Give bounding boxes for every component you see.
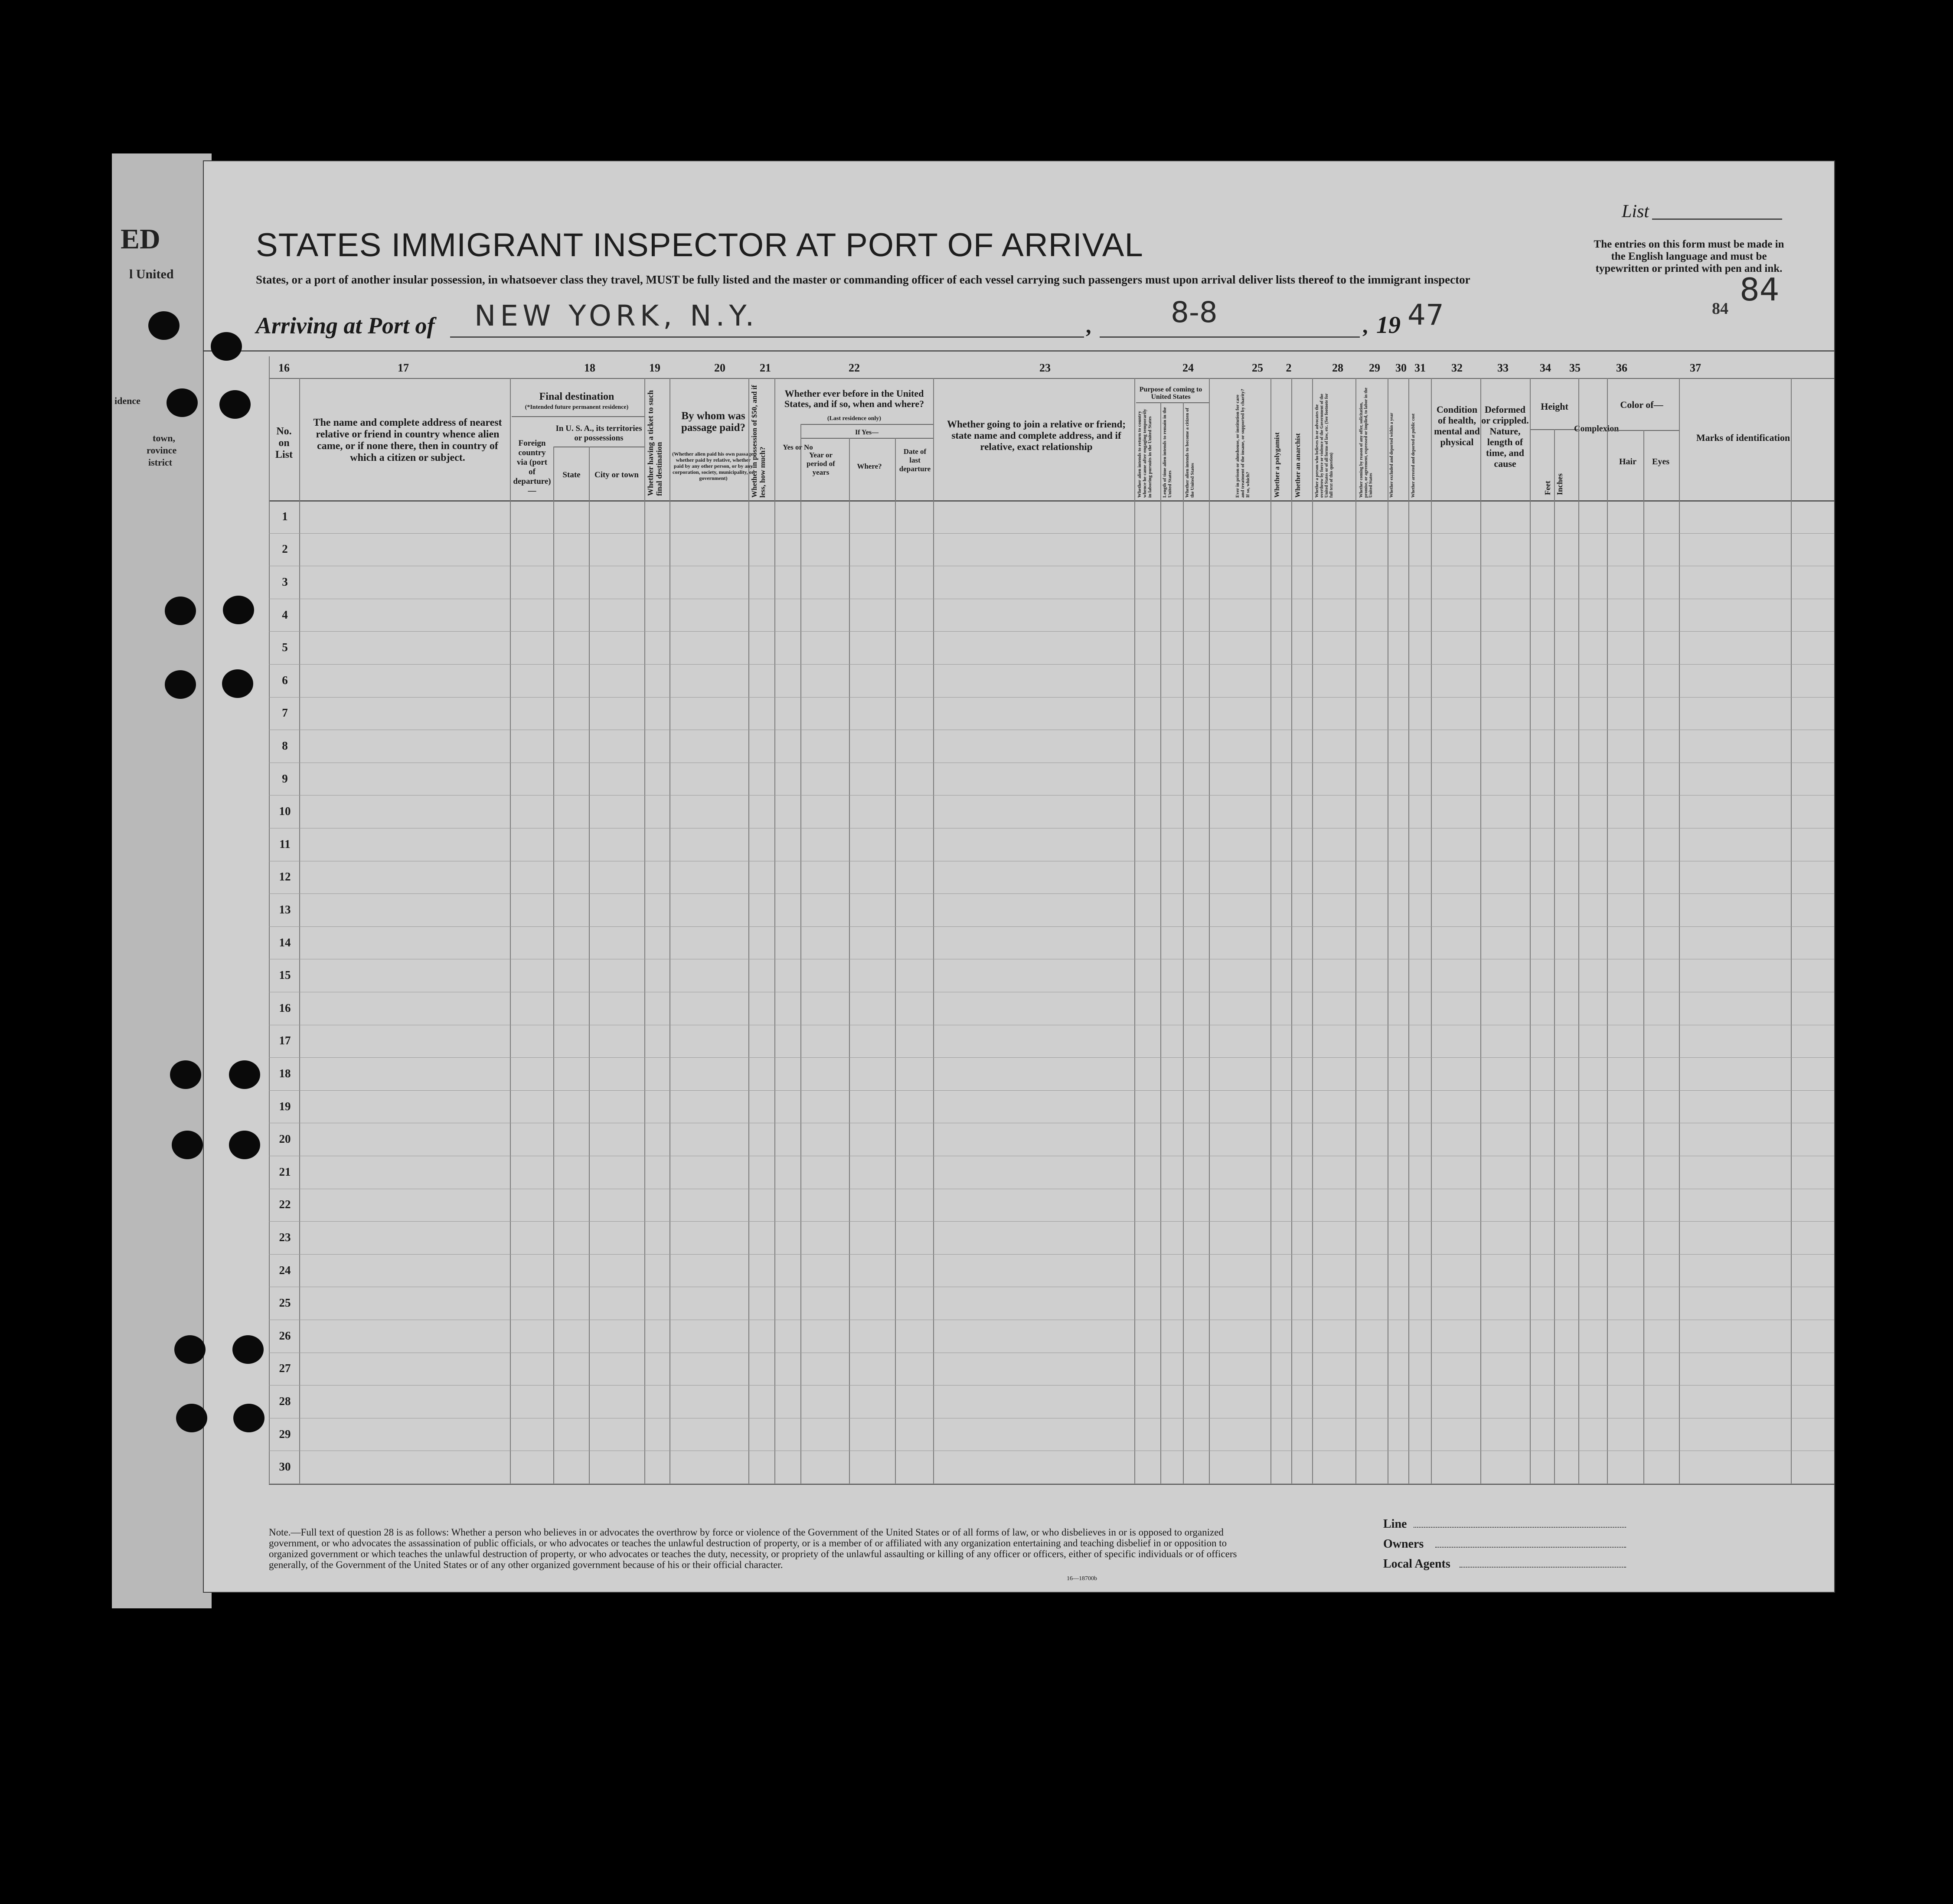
grid-line	[269, 356, 270, 1483]
row-number: 9	[282, 772, 288, 785]
grid-line	[1679, 378, 1680, 1483]
form-code: 16—18700b	[1067, 1575, 1097, 1582]
row-number: 23	[279, 1231, 291, 1244]
row-rule	[269, 1090, 1834, 1091]
grid-line	[589, 447, 590, 1483]
header-q28: Whether a person who believes in or advocates the overthrow by force or violence of the Government of the United States or of all forms of law, etc. (See footnote for full text of this question)	[1315, 393, 1334, 498]
grid-line	[1480, 378, 1481, 1483]
row-rule	[269, 926, 1834, 927]
punch-hole	[219, 390, 251, 419]
row-number: 26	[279, 1329, 291, 1342]
row-rule	[269, 1057, 1834, 1058]
row-number: 2	[282, 542, 288, 556]
col-21-number: 21	[760, 362, 771, 374]
header-condition: Condition of health, mental and physical	[1434, 404, 1480, 447]
row-rule	[269, 533, 1834, 534]
header-date-last-departure: Date of last departure	[899, 447, 931, 473]
line-fill	[1414, 1527, 1626, 1528]
grid-line	[1183, 402, 1184, 1483]
punch-hole	[232, 1335, 264, 1364]
year-handwritten: 47	[1408, 298, 1444, 332]
line-label: Line	[1383, 1517, 1407, 1531]
local-agents-label: Local Agents	[1383, 1557, 1450, 1571]
date-comma: ,	[1362, 313, 1368, 338]
header-purpose-b: Length of time alien intends to remain in the United States	[1162, 407, 1172, 498]
grid-line	[1431, 378, 1432, 1483]
header-purpose-a: Whether alien intends to return to country whence he came after engaging temporarily in laboring pursuits in the United States	[1137, 409, 1153, 498]
grid-line	[933, 378, 934, 1483]
form-subtitle: States, or a port of another insular possession, in whatsoever class they travel, MUST be fully listed and the master or commanding officer of each vessel carrying such passengers must upon arrival deliver lists thereof to the immigrant inspector	[256, 273, 1470, 286]
row-number: 7	[282, 706, 288, 720]
if-yes-rule	[800, 424, 933, 425]
row-number: 29	[279, 1427, 291, 1441]
header-q31: Whether arrested and deported at public cost	[1411, 413, 1416, 498]
grid-line	[1530, 378, 1531, 1483]
col-33-number: 33	[1497, 362, 1509, 374]
grid-line	[748, 378, 749, 1483]
grid-line	[1554, 429, 1555, 1483]
edge-text-united: l United	[129, 267, 174, 281]
col-37-number: 37	[1690, 362, 1701, 374]
row-number: 8	[282, 739, 288, 752]
grid-line	[849, 438, 850, 1483]
edge-text-town: town,	[153, 433, 175, 443]
manifest-sheet	[204, 161, 1834, 1592]
row-number: 25	[279, 1296, 291, 1310]
grid-line	[1270, 378, 1271, 1483]
row-rule	[269, 795, 1834, 796]
punch-hole	[172, 1131, 203, 1159]
row-rule	[269, 1483, 1834, 1484]
row-number: 5	[282, 641, 288, 654]
purpose-rule	[1136, 402, 1209, 403]
grid-line	[1134, 378, 1135, 1483]
header-bottom-rule	[269, 500, 1834, 502]
grid-line	[1408, 378, 1409, 1483]
col-34-number: 34	[1540, 362, 1551, 374]
row-number: 22	[279, 1198, 291, 1211]
port-handwritten: NEW YORK, N.Y.	[474, 299, 759, 333]
col-16-number: 16	[278, 362, 290, 374]
header-complexion: Complexion	[1574, 424, 1619, 434]
grid-line	[1355, 378, 1356, 1483]
header-q29: Whether coming by reason of any offer, solicitation, promise, or agreement, expressed or implied, to labor in the United States	[1359, 388, 1373, 498]
col-22-number: 22	[849, 362, 860, 374]
header-city-or-town: City or town	[594, 470, 639, 479]
row-number: 16	[279, 1001, 291, 1014]
grid-line	[1312, 378, 1313, 1483]
date-fill-line	[1100, 336, 1360, 338]
col-31-number: 31	[1414, 362, 1426, 374]
table-top-rule	[204, 350, 1834, 352]
header-year-period: Year or period of years	[807, 451, 835, 476]
header-purpose: Purpose of coming to United States	[1139, 386, 1202, 401]
grid-line	[510, 378, 511, 1483]
header-last-residence: (Last residence only)	[827, 415, 882, 422]
port-comma: ,	[1086, 313, 1091, 338]
edge-text-ed: ED	[121, 223, 160, 255]
row-number: 27	[279, 1362, 291, 1375]
if-yes-sub-rule	[800, 438, 933, 439]
row-number: 1	[282, 509, 288, 523]
column-number-rule	[269, 378, 1834, 379]
header-in-usa: In U. S. A., its territories or possessions	[555, 424, 642, 443]
header-ticket: Whether having a ticket to such final destination	[646, 390, 663, 496]
col-28-number: 28	[1332, 362, 1343, 374]
punch-hole	[233, 1404, 265, 1432]
header-deformed: Deformed or crippled. Nature, length of time, and cause	[1481, 404, 1529, 469]
col-23-number: 23	[1039, 362, 1051, 374]
col-36-number: 36	[1616, 362, 1627, 374]
row-number: 13	[279, 903, 291, 916]
row-rule	[269, 1254, 1834, 1255]
row-number: 10	[279, 805, 291, 818]
col-24-number: 24	[1182, 362, 1194, 374]
header-foreign-country: Foreign country via (port of departure)—	[513, 439, 551, 496]
col-29-number: 29	[1369, 362, 1380, 374]
header-state: State	[562, 470, 581, 479]
grid-line	[800, 424, 801, 1483]
list-label: List	[1622, 202, 1649, 222]
row-number: 21	[279, 1165, 291, 1178]
list-number-printed: 84	[1712, 300, 1728, 318]
col-18-number: 18	[584, 362, 595, 374]
grid-line	[1578, 378, 1579, 1483]
header-joining-relative: Whether going to join a relative or friend; state name and complete address, and if relative, exact relationship	[947, 419, 1126, 452]
row-rule	[269, 631, 1834, 632]
language-note: The entries on this form must be made in the English language and must be typewritten or printed with pen and ink.	[1594, 238, 1784, 274]
edge-text-province: rovince	[147, 445, 177, 456]
punch-hole	[176, 1404, 207, 1432]
header-hair: Hair	[1619, 457, 1636, 466]
row-number: 18	[279, 1067, 291, 1080]
form-title: STATES IMMIGRANT INSPECTOR AT PORT OF ARRIVAL	[256, 227, 1143, 264]
punch-hole	[174, 1335, 206, 1364]
grid-line	[1209, 378, 1210, 1483]
punch-hole	[167, 388, 198, 417]
row-rule	[269, 697, 1834, 698]
header-inches: Inches	[1555, 473, 1564, 495]
list-fill-line	[1652, 218, 1782, 220]
local-agents-fill	[1460, 1567, 1626, 1568]
header-intended-residence: (*Intended future permanent residence)	[525, 404, 629, 411]
edge-text-istrict: istrict	[148, 457, 172, 468]
col-35-number: 35	[1569, 362, 1581, 374]
col-20-number: 20	[714, 362, 725, 374]
row-number: 24	[279, 1263, 291, 1277]
row-rule	[269, 1385, 1834, 1386]
row-number: 15	[279, 968, 291, 982]
header-feet: Feet	[1543, 481, 1552, 495]
punch-hole	[229, 1060, 260, 1089]
list-number-handwritten: 84	[1740, 271, 1780, 308]
header-yes-or-no: Yes or No	[783, 443, 813, 451]
row-number: 30	[279, 1460, 291, 1474]
grid-line	[1160, 402, 1161, 1483]
header-prison: Ever in prison or almshouse, or institution for care and treatment of the insane, or supported by charity? If so, which?	[1235, 388, 1251, 498]
header-where: Where?	[857, 462, 882, 470]
header-if-yes: If Yes—	[855, 429, 879, 436]
date-handwritten: 8-8	[1171, 296, 1218, 329]
owners-label: Owners	[1383, 1537, 1424, 1551]
adjacent-page-edge	[112, 153, 212, 1608]
row-number: 14	[279, 936, 291, 949]
arriving-at-port-label: Arriving at Port of	[256, 313, 435, 339]
header-final-destination: Final destination	[539, 391, 614, 402]
header-nearest-relative: The name and complete address of nearest relative or friend in country whence alien came, or if none there, then in country of which a citizen or subject.	[313, 417, 502, 463]
row-number: 6	[282, 673, 288, 687]
port-fill-line	[450, 336, 1084, 338]
color-rule	[1607, 430, 1679, 431]
punch-hole	[229, 1131, 260, 1159]
row-rule	[269, 664, 1834, 665]
punch-hole	[223, 596, 254, 624]
header-polygamist: Whether a polygamist	[1274, 432, 1281, 498]
header-color-of: Color of—	[1620, 399, 1663, 410]
punch-hole	[148, 311, 180, 340]
edge-text-idence: idence	[114, 395, 140, 406]
col-30-number: 30	[1395, 362, 1407, 374]
grid-line	[1791, 378, 1792, 1483]
grid-line	[1291, 378, 1292, 1483]
row-number: 17	[279, 1034, 291, 1047]
row-number: 20	[279, 1132, 291, 1146]
header-ever-before: Whether ever before in the United States, and if so, when and where?	[784, 388, 924, 409]
final-dest-rule	[512, 416, 644, 417]
header-possession-50: Whether in possession of $50, and if less, how much?	[750, 385, 767, 498]
grid-line	[774, 378, 775, 1483]
grid-line	[644, 378, 645, 1483]
grid-line	[553, 447, 554, 1483]
grid-line	[1643, 430, 1644, 1483]
owners-fill	[1435, 1547, 1626, 1548]
header-purpose-c: Whether alien intends to become a citizen of the United States	[1185, 408, 1195, 498]
row-number: 19	[279, 1099, 291, 1113]
grid-line	[1607, 378, 1608, 1483]
footnote-question-28: Note.—Full text of question 28 is as follows: Whether a person who believes in or advocates the overthrow by force or violence of the Government of the United States or of all forms of law, or who disbelieves in or is opposed to organized government, or who advocates the assassination of public officials, or who advocates or teaches the unlawful destruction of property, or is a member of or affiliated with any organization entertaining and teaching disbelief in or opposition to organized government or which teaches the unlawful destruction of property, or who advocates or teaches the duty, necessity, or propriety of the unlawful assaulting or killing of any officer or officers, either of specific individuals or of officers generally, of the Government of the United States or of any other organized government because of his or their official character.	[269, 1527, 1237, 1570]
col-19-number: 19	[649, 362, 660, 374]
header-marks: Marks of identification	[1696, 432, 1790, 443]
row-rule	[269, 1221, 1834, 1222]
header-eyes: Eyes	[1652, 457, 1669, 466]
punch-hole	[211, 332, 242, 361]
col-32-number: 32	[1451, 362, 1463, 374]
row-number: 28	[279, 1395, 291, 1408]
row-number: 12	[279, 870, 291, 884]
header-height: Height	[1541, 401, 1568, 412]
row-rule	[269, 893, 1834, 894]
row-number: 3	[282, 575, 288, 588]
punch-hole	[165, 597, 196, 625]
header-no-on-list: No. on List	[275, 426, 293, 460]
punch-hole	[165, 670, 196, 699]
header-anarchist: Whether an anarchist	[1294, 433, 1302, 498]
punch-hole	[170, 1060, 201, 1089]
header-by-whom-note: (Whether alien paid his own passage, whether paid by relative, whether paid by any other person, or by any corporation, society, municipality, or government)	[672, 451, 754, 481]
col-17-number: 17	[398, 362, 409, 374]
punch-hole	[222, 669, 253, 698]
row-number: 4	[282, 608, 288, 621]
row-number: 11	[279, 837, 291, 851]
header-by-whom-paid: By whom was passage paid?	[681, 410, 745, 434]
header-q30: Whether excluded and deported within a year	[1389, 413, 1394, 498]
col-25-number: 25	[1252, 362, 1263, 374]
year-prefix: 19	[1376, 312, 1401, 339]
grid-line	[895, 438, 896, 1483]
col-26-number: 2	[1286, 362, 1292, 374]
